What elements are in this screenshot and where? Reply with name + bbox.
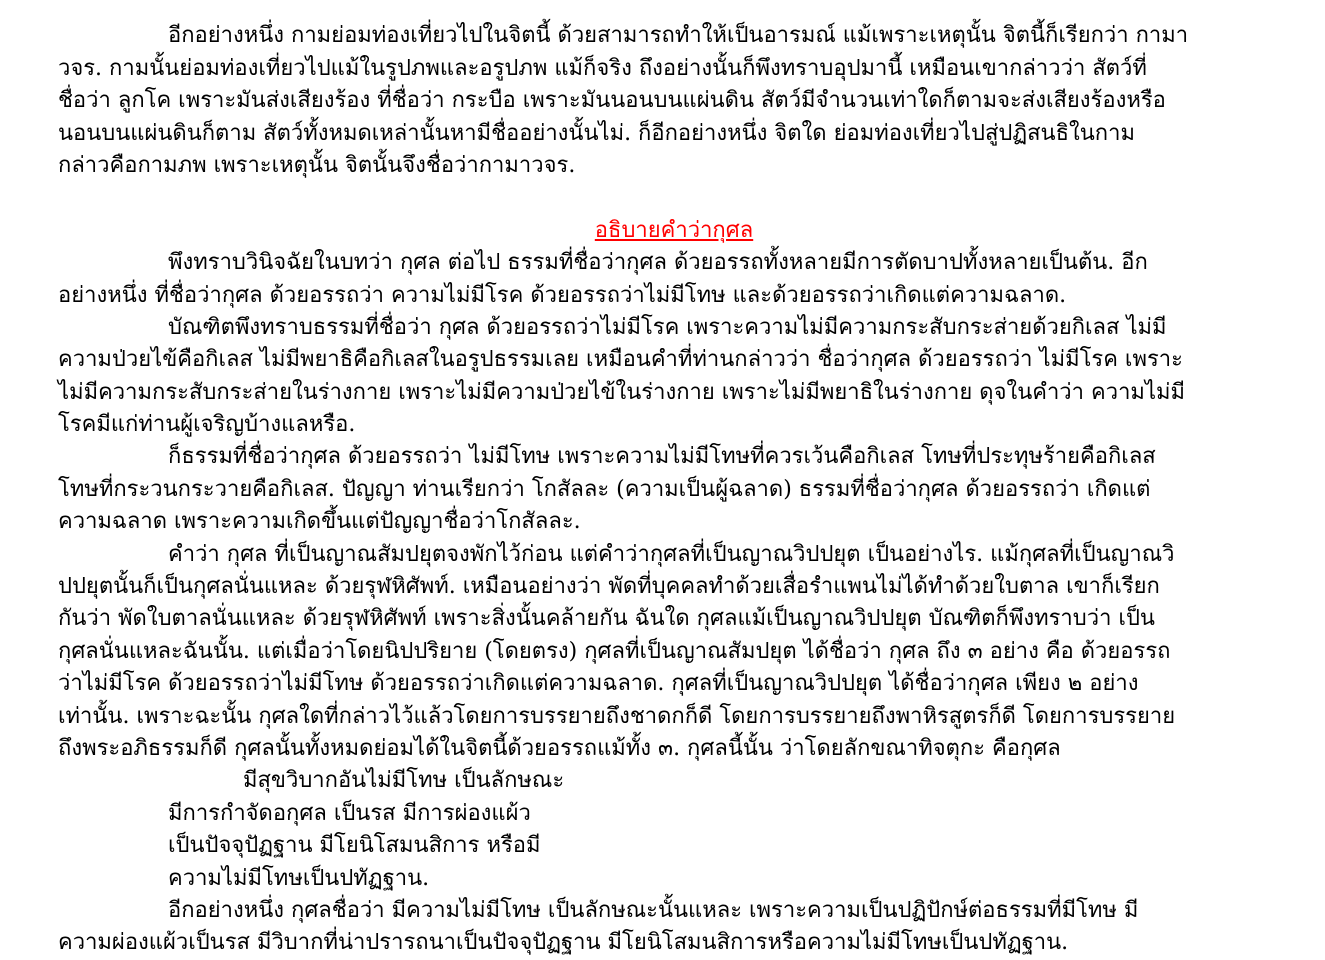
- text-line: ความป่วยไข้คือกิเลส ไม่มีพยาธิคือกิเลสในอรูปธรรมเลย เหมือนคำที่ท่านกล่าวว่า ชื่อว่ากุศล ด้วยอรรถว่า ไม่มีโรค เพราะ: [58, 347, 1183, 373]
- text-line: ก็ธรรมที่ชื่อว่ากุศล ด้วยอรรถว่า ไม่มีโทษ เพราะความไม่มีโทษที่ควรเว้นคือกิเลส โทษที่ประทุษร้ายคือกิเลส: [168, 444, 1156, 470]
- verse-block: [58, 765, 1290, 895]
- paragraph-gap: [58, 182, 1290, 214]
- text-line: โรคมีแก่ท่านผู้เจริญบ้างแลหรือ.: [58, 412, 356, 438]
- text-line: อีกอย่างหนึ่ง กุศลชื่อว่า มีความไม่มีโทษ เป็นลักษณะนั้นแหละ เพราะความเป็นปฏิปักษ์ต่อธรรมที่มีโทษ มี: [168, 897, 1139, 923]
- text-line: ความฉลาด เพราะความเกิดขึ้นแต่ปัญญาชื่อว่าโกสัลละ.: [58, 509, 581, 535]
- text-line: ชื่อว่า ลูกโค เพราะมันส่งเสียงร้อง ที่ชื่อว่า กระบือ เพราะมันนอนบนแผ่นดิน สัตว์มีจำนวนเท่าใดก็ตามจะส่งเสียงร้องหรือ: [58, 88, 1166, 114]
- text-line: กันว่า พัดใบตาลนั่นแหละ ด้วยรุฬหิศัพท์ เพราะสิ่งนั้นคล้ายกัน ฉันใด กุศลแม้เป็นญาณวิปปยุต บัณฑิตก็พึงทราบว่า เป็น: [58, 606, 1155, 632]
- text-line: เท่านั้น. เพราะฉะนั้น กุศลใดที่กล่าวไว้แล้วโดยการบรรยายถึงชาดกก็ดี โดยการบรรยายถึงพาหิรสูตรก็ดี โดยการบรรยาย: [58, 703, 1176, 729]
- text-line: พึงทราบวินิจฉัยในบทว่า กุศล ต่อไป ธรรมที่ชื่อว่ากุศล ด้วยอรรถทั้งหลายมีการตัดบาปทั้งหลายเป็นต้น. อีก: [168, 250, 1148, 276]
- text-line: อีกอย่างหนึ่ง กามย่อมท่องเที่ยวไปในจิตนี้ ด้วยสามารถทำให้เป็นอารมณ์ แม้เพราะเหตุนั้น จิตนี้ก็เรียกว่า กามา: [168, 23, 1189, 49]
- text-line: ไม่มีความกระสับกระส่ายในร่างกาย เพราะไม่มีความป่วยไข้ในร่างกาย เพราะไม่มีพยาธิในร่างกาย ดุจในคำว่า ความไม่มี: [58, 379, 1186, 405]
- text-line: ว่าไม่มีโรค ด้วยอรรถว่าไม่มีโทษ ด้วยอรรถว่าเกิดแต่ความฉลาด. กุศลที่เป็นญาณวิปปยุต ได้ชื่อว่ากุศล เพียง ๒ อย่าง: [58, 671, 1139, 697]
- text-line: กุศลนั่นแหละฉันนั้น. แต่เมื่อว่าโดยนิปปริยาย (โดยตรง) กุศลที่เป็นญาณสัมปยุต ได้ชื่อว่า กุศล ถึง ๓ อย่าง คือ ด้วยอรรถ: [58, 638, 1171, 664]
- section-heading: อธิบายคำว่ากุศล: [594, 217, 754, 243]
- text-line: อย่างหนึ่ง ที่ชื่อว่ากุศล ด้วยอรรถว่า ความไม่มีโรค ด้วยอรรถว่าไม่มีโทษ และด้วยอรรถว่าเกิดแต่ความฉลาด.: [58, 282, 1067, 308]
- text-line: วจร. กามนั้นย่อมท่องเที่ยวไปแม้ในรูปภพและอรูปภพ แม้ก็จริง ถึงอย่างนั้นก็พึงทราบอุปมานี้ เหมือนเขากล่าวว่า สัตว์ที่: [58, 55, 1147, 81]
- verse-line: ความไม่มีโทษเป็นปทัฏฐาน.: [168, 865, 430, 891]
- text-line: ปปยุตนั้นก็เป็นกุศลนั่นแหละ ด้วยรุฬหิศัพท์. เหมือนอย่างว่า พัดที่บุคคลทำด้วยเสื่อรำแพนไม่ได้ทำด้วยใบตาล เขาก็เรียก: [58, 574, 1160, 600]
- paragraph-kamavacara: [58, 0, 1290, 182]
- paragraph-kusala: [58, 247, 1290, 765]
- text-line: บัณฑิตพึงทราบธรรมที่ชื่อว่า กุศล ด้วยอรรถว่าไม่มีโรค เพราะความไม่มีความกระสับกระส่ายด้วยกิเลส ไม่มี: [168, 314, 1167, 340]
- verse-line: มีสุขวิบากอันไม่มีโทษ เป็นลักษณะ: [243, 768, 565, 794]
- text-line: โทษที่กระวนกระวายคือกิเลส. ปัญญา ท่านเรียกว่า โกสัลละ (ความเป็นผู้ฉลาด) ธรรมที่ชื่อว่ากุศล ด้วยอรรถว่า เกิดแต่: [58, 476, 1151, 502]
- paragraph-closing: [58, 895, 1290, 960]
- verse-line: เป็นปัจจุปัฏฐาน มีโยนิโสมนสิการ หรือมี: [168, 833, 541, 859]
- verse-line: มีการกำจัดอกุศล เป็นรส มีการผ่องแผ้ว: [168, 800, 531, 826]
- text-line: คำว่า กุศล ที่เป็นญาณสัมปยุตจงพักไว้ก่อน แต่คำว่ากุศลที่เป็นญาณวิปปยุต เป็นอย่างไร. แม้กุศลที่เป็นญาณวิ: [168, 541, 1175, 567]
- text-line: [58, 0, 1290, 20]
- text-line: ถึงพระอภิธรรมก็ดี กุศลนั้นทั้งหมดย่อมได้ในจิตนี้ด้วยอรรถแม้ทั้ง ๓. กุศลนี้นั้น ว่าโดยลักขณาทิจตุกะ คือกุศล: [58, 735, 1061, 761]
- text-line: กล่าวคือกามภพ เพราะเหตุนั้น จิตนั้นจึงชื่อว่ากามาวจร.: [58, 152, 576, 178]
- document-page: [58, 0, 1290, 960]
- text-line: นอนบนแผ่นดินก็ตาม สัตว์ทั้งหมดเหล่านั้นหามีชื่ออย่างนั้นไม่. ก็อีกอย่างหนึ่ง จิตใด ย่อมท่องเที่ยวไปสู่ปฏิสนธิในกาม: [58, 120, 1135, 146]
- text-line: ความผ่องแผ้วเป็นรส มีวิบากที่น่าปรารถนาเป็นปัจจุปัฏฐาน มีโยนิโสมนสิการหรือความไม่มีโทษเป็นปทัฏฐาน.: [58, 930, 1069, 956]
